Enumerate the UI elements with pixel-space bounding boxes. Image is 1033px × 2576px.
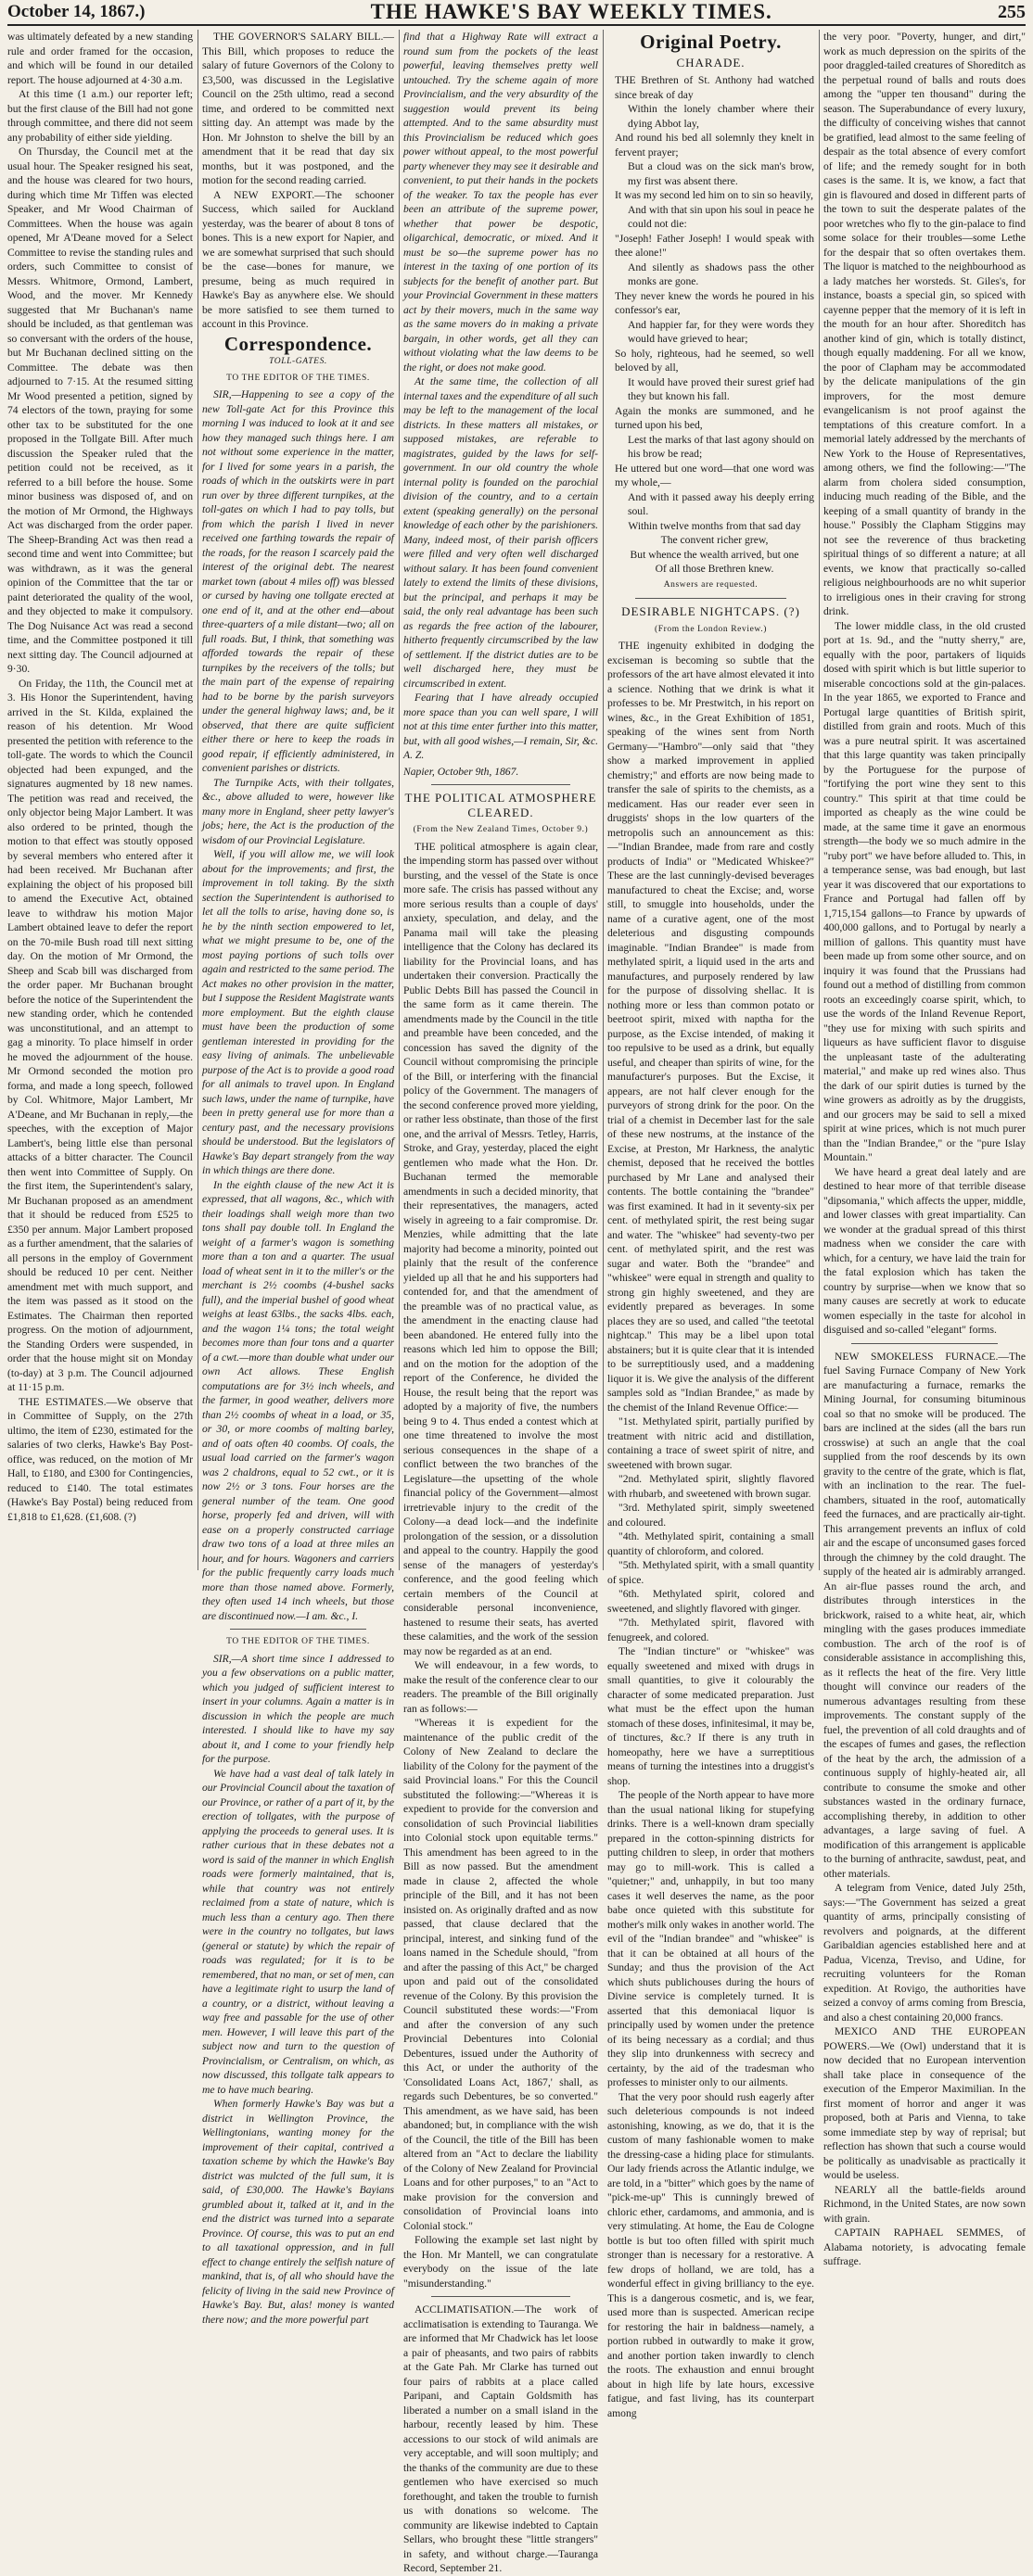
letter-addressee: TO THE EDITOR OF THE TIMES. [226, 373, 370, 383]
letter-paragraph: The Turnpike Acts, with their tollgates, &c., above alluded to were, however like many more in England, sheer petty lawyer's jobs; here, the Act is the production of the wisdom of our Provincial Legislature. [202, 776, 394, 846]
poem-line: Within the lonely chamber where their dying Abbot lay, [628, 103, 814, 130]
column-2 [202, 30, 394, 2326]
letter-paragraph: Fearing that I have already occupied more space than you can well spare, I will not at this time enter further into this matter, but, with all good wishes,—I remain, Sir, &c. A. Z. [403, 692, 598, 761]
letter-addressee: TO THE EDITOR OF THE TIMES. [226, 1637, 370, 1646]
paragraph: Following the example set last night by the Hon. Mr Mantell, we can congratulate everybody on the issue of the late "misunderstanding." [403, 2234, 598, 2290]
paragraph: "7th. Methylated spirit, flavored with fenugreek, and colored. [607, 1617, 814, 1643]
column-rule [819, 30, 820, 1570]
poem [607, 73, 814, 577]
column-rule [603, 30, 604, 1570]
poem-line: "Joseph! Father Joseph! I would speak with thee alone!" [615, 232, 814, 259]
poem-line: And with that sin upon his soul in peace he could not die: [628, 203, 814, 230]
poem-line: And with it passed away his deeply erring soul. [628, 490, 814, 517]
poem-title: CHARADE. [676, 55, 746, 70]
column-3 [403, 30, 598, 2574]
masthead [7, 0, 1026, 26]
poem-line: THE Brethren of St. Anthony had watched since break of day [615, 74, 814, 101]
divider [851, 1343, 998, 1344]
divider [635, 598, 786, 599]
paragraph: "3rd. Methylated spirit, simply sweetened and coloured. [607, 1502, 814, 1529]
column-4 [607, 30, 814, 2419]
paragraph: "6th. Methylated spirit, colored and sweetened, and slightly flavored with ginger. [607, 1588, 814, 1615]
paragraph: The people of the North appear to have more than the usual national liking for stupefying drinks. There is a well-known dram specially prepared in the cotton-spinning districts for putting children to sleep, in order that mothers may go to mill-work. This is called a "quietner;" and, unhappily, in but too many cases it well deserves the name, as the poor babe once quieted with this substitute for mother's milk only wakes in another world. The evil of the "Indian brandee" and "whiskee" is that it can be obtained at all hours of the Sunday; and thus the provision of the Act which shuts publichouses during the hours of Divine service is completely turned. It is asserted that this demoniacal liquor is principally used by women under the pretence of its being necessary as a cordial; and thus they slip into drunkenness with secrecy and certainty, by the aid of the tradesman who professes to minister only to our ailments. [607, 1789, 814, 2088]
poem-line: It would have proved their surest grief had they but known his fall. [628, 375, 814, 402]
letter-paragraph: At the same time, the collection of all internal taxes and the expenditure of all such may be left to the management of the local districts. In these matters all mistakes, or supposed mistakes, are referable to magistrates, guided by the laws for self-government. In our old country the whole internal polity is founded on the parochial division of the country, and to a certain extent (speaking generally) on the personal knowledge of each other by the parishioners. Many, indeed most, of their parish officers were filled and very often well discharged without salary. It has been found convenient lately to extend the limits of these divisions, but the principal, and perhaps it may be said, the only real advantage has been such as regards the free action of the labourer, hitherto frequently circumscribed by the law of settlement. If the district duties are to be well discharged here, they must be circumscribed in extent. [403, 375, 598, 690]
paragraph: On Thursday, the Council met at the usual hour. The Speaker resigned his seat, and the house was cleared for two hours, during which time Mr Tiffen was elected Speaker, and Mr Wood Chairman of Committees. When the house was again opened, Mr A'Deane moved for a Select Committee to revise the standing rules and orders, such Committee to consist of Messrs. Whitmore, Ormond, Lambert, Wood, and the mover. Mr Kennedy suggested that Mr Buchanan's name should be included, as that gentleman was so conversant with the orders of the house, but Mr Buchanan declined sitting on the Committee. The debate was then adjourned to 7·15. At the resumed sitting Mr Wood presented a petition, signed by 74 electors of the town, praying for some other tax to be substituted for the one proposed in the Tollgate Bill. After much discussion the Speaker ruled that the petition could not be received, as it referred to a bill before the house. Some minor business was disposed of, and on the motion of Mr Ormond, the Highways Act was discharged from the order paper. The Sheep-Branding Act was then read a second time and went into Committee; but was withdrawn, as it was the general opinion of the Committee that the tar or paint deteriorated the quality of the wool, and they objected to make it compulsory. The Dog Nuisance Act was read a second time, and the Committee postponed it till next sitting day. The Council adjourned at 9·30. [7, 146, 193, 675]
paragraph: THE ESTIMATES.—We observe that in Committee of Supply, on the 27th ultimo, the item of £230, estimated for the salaries of two clerks, Hawke's Bay Post-office, was reduced, on the motion of Mr Hall, to £180, and £300 for Contingencies, reduced to £140. The total estimates (Hawke's Bay Postal) being reduced from £1,818 to £1,628. (£1,608. (?) [7, 1395, 193, 1523]
paragraph: "1st. Methylated spirit, partially purified by treatment with nitric acid and distillation, containing a trace of sweet spirit of nitre, and sweetened with brown sugar. [607, 1415, 814, 1471]
divider [230, 1629, 366, 1630]
paragraph: On Friday, the 11th, the Council met at 3. His Honor the Superintendent, having arrived in the St. Kilda, explained the reason of his detention. Mr Wood presented the petition with reference to the toll-gate. The words to which the Council objected had been expunged, and the signatures augmented by 18 new names. The petition was read and received, the only objector being Major Lambert. It was also ordered to be printed, though the motion to that effect was stoutly opposed by several members who entered after it had been received. Mr Buchanan after explaining the object of his proposed bill to amend the Executive Act, obtained leave to withdraw his motion Major Lambert obtained leave to defer the report on the 70-mile Bush road till next sitting day. On the motion of Mr Ormond, the Sheep and Scab bill was discharged from the order paper. Mr Buchanan brought before the notice of the Superintendent the new standing order, which he contended was unconstitutional, and an attempt to gag a minority. To place himself in order he moved the adjournment of the house. Mr Ormond seconded the motion pro forma, and made a long speech, followed by Col. Whitmore, Major Lambert, Mr A'Deane, and Mr Buchanan in reply,—the speeches, with the exception of Major Lambert's, being little else than personal attacks of a bitter character. The Council then went into Committee of Supply. On the first item, the Superintendent's salary, Mr Buchanan proposed as an amendment that it should be reduced from £525 to £350 per annum. Major Lambert proposed as a further amendment, that the salaries of all persons in the employ of Government should be reduced 10 per cent. Neither amendment met with much support, and the item was passed as it stood on the Estimates. The Chairman then reported progress. On the motion of adjournment, the Standing Orders were suspended, in order that the house might sit on Monday (to-day) at 3 p.m. The Council adjourned at 11·15 p.m. [7, 677, 193, 1393]
letter-paragraph: We have had a vast deal of talk lately in our Provincial Council about the taxation of our Province, or rather of a part of it, by the erection of tollgates, with the purpose of applying the proceeds to general uses. It is rather curious that in these debates not a word is said of the manner in which English roads were formerly maintained, that is, while that country was not entirely reclaimed from a state of nature, which is much less than a century ago. Then there were in the country no tollgates, but laws (general or statute) by which the repair of roads was regulated; for it is to be remembered, that no man, or set of men, can have a legitimate right to usurp the land of a country, or a district, without leaving a way free and passable for the use of other men. However, I will leave this part of the subject now and turn to the question of Provincialism, or Centralism, on which, as now discussed, this tollgate talk appears to me to have much bearing. [202, 1767, 394, 2096]
paragraph: ACCLIMATISATION.—The work of acclimatisation is extending to Tauranga. We are informed that Mr Chadwick has let loose a pair of pheasants, and two pairs of rabbits at the Gate Pah. Mr Clarke has turned out four pairs of rabbits at a place called Paripani, and Captain Goldsmith has liberated a number on a small island in the harbour, recently leased by him. These accessions to our stock of wild animals are very acceptable, and will soon multiply; and the thanks of the community are due to these gentlemen who have exercised so much forethought, and taken the trouble to furnish us with donations so welcome. The community are likewise indebted to Captain Sellars, who brought these "little strangers" in safety, and without charge.—Tauranga Record, September 21. [403, 2303, 598, 2574]
poem-line: So holy, righteous, had he seemed, so well beloved by all, [615, 347, 814, 374]
poem-line: And happier far, for they were words they would have grieved to hear; [628, 318, 814, 345]
article-title: DESIRABLE NIGHTCAPS. (?) [621, 604, 800, 618]
letter-paragraph: SIR,—A short time since I addressed to you a few observations on a public matter, which you judged of sufficient interest to insert in your columns. Again a matter is in discussion in which the people are much interested. I should like to have my say about it, and I come to your friendly help for the purpose. [202, 1652, 394, 1765]
section-heading: Original Poetry. [640, 31, 782, 53]
article-title: THE POLITICAL ATMOSPHERE CLEARED. [404, 791, 597, 819]
page-number: 255 [997, 1, 1026, 22]
poem-line: But a cloud was on the sick man's brow, my first was absent there. [628, 160, 814, 187]
poem-line: Lest the marks of that last agony should on his brow be read; [628, 433, 814, 460]
paragraph: MEXICO AND THE EUROPEAN POWERS.—We (Owl) understand that it is now decided that no European intervention shall take place in consequence of the execution of the Emperor Maximilian. In the first moment of horror and anger it was proposed, both at Paris and Vienna, to take some immediate step by way of reprisal; but reflection has shown that such a course would be politically as unadvisable as practically it would be useless. [823, 2025, 1026, 2181]
paragraph: was ultimately defeated by a new standing rule and order framed for the occasion, and which will be found in our detailed report. The house adjourned at 4·30 a.m. [7, 31, 193, 86]
paragraph: THE GOVERNOR'S SALARY BILL.—This Bill, which proposes to reduce the salary of future Governors of the Colony to £3,500, was discussed in the Legislative Council on the 25th ultimo, read a second time, and ordered to be committed next sitting day. An attempt was made by the Hon. Mr Johnston to shelve the bill by an amendment that it be read that day six months, but it was postponed, and the motion for the second reading carried. [202, 31, 394, 186]
paragraph: "2nd. Methylated spirit, slightly flavored with rhubarb, and sweetened with brown sugar. [607, 1473, 814, 1500]
poem-line: The convent richer grew, [660, 534, 769, 546]
section-heading: Correspondence. [223, 332, 373, 355]
letter-paragraph: SIR,—Happening to see a copy of the new Toll-gate Act for this Province this morning I was induced to look at it and see how they managed such things here. I am not without some experience in the matter, for I lived for some years in a parish, the roads of which in the outskirts were in part run over by three different turnpikes, at the toll-gates on which I had to pay tolls, but from which the parish I lived in never received one farthing towards the repair of the roads, for the reason I scarcely paid the interest of the original debt. The nearest market town (about 4 miles off) was blessed or cursed by having one tollgate erected at one end of it, and at the other end—about three-quarters of a mile distant—two; all on full roads. But, I think, that something was afforded towards the repair of these turnpikes by the receivers of the tolls; but the main part of the expense of repairing had to be borne by the parish surveyors under the general highway laws; and, be it observed, that there are quite sufficient either there or here to keep the roads in good repair, if efficiently administered, in convenient parishes or districts. [202, 388, 394, 774]
paragraph: NEARLY all the battle-fields around Richmond, in the United States, are now sown with grain. [823, 2183, 1026, 2225]
paragraph: A telegram from Venice, dated July 25th, says:—"The Government has seized a great quantity of arms, principally consisting of revolvers and poignards, at the different Garibaldian agencies established here and at Padua, Vicenza, Treviso, and Udine, for recruiting volunteers for the Roman expedition. At Rovigo, the authorities have seized a convoy of arms coming from Brescia, and also a chest containing 20,000 francs. [823, 1882, 1026, 2024]
paragraph: NEW SMOKELESS FURNACE.—The fuel Saving Furnace Company of New York are manufacturing a furnace, remarks the Mining Journal, for consuming bituminous coal so that no smoke will be produced. The bars are inclined at the sides (all the bars run crosswise) at such an angle that the coal supplied from the roof descends by its own gravity to the centre of the grate, which is flat, with an inclination to the rear. The fuel-chambers, situated in the roof, automatically feed the furnaces, and are practically air-tight. This arrangement prevents an influx of cold air and the escape of unconsumed gases forced through the chimney by the cold draught. The supply of the heated air is admirably arranged. An air-flue passes round the arch, and distributes through interstices in the brickwork, raised to a white heat, air, which mingling with the gases produces immediate combustion. The arch of the roof is of considerable assistance in accomplishing this, as it reflects the heat of the fire. Very little thought will convince our readers of the numerous advantages resulting from these improvements. The constant supply of the fuel, the prevention of all cold draughts and of the escapes of fumes and gases, the reflection of the heat by the arch, the admission of a continuous supply of highly-heated air, all contribute to consume the smoke and other substances wasted in the ordinary furnace, accomplishing thereby, in addition to other advantages, a large saving of fuel. A modification of this arrangement is applicable to the burning of anthracite, sawdust, peat, and other materials. [823, 1350, 1026, 1880]
poem-line: And silently as shadows pass the other monks are gone. [628, 260, 814, 287]
paragraph: the very poor. "Poverty, hunger, and dirt," work as much depression on the spirits of the poor draggled-tailed creatures of Shoreditch as the perpetual round of balls and routs does among the "upper ten thousand" during the season. The Superabundance of every luxury, the difficulty of conceiving wishes that cannot be gratified, lead almost to the same feeling of despair as the total absence of every comfort of life; and the remedy sought for in both cases is the same. It is, we know, a fact that gin is flavoured and dosed in different parts of the town to suit the desperate palates of the poor wretches who fly to the gin-palace to find some solace for their troubles—some Lethe for the despair that so often overtakes them. The liquor is matched to the neighbourhood as a lady matches her worsteds. St. Giles's, for instance, boasts a special gin, so spiced with cayenne pepper that the memory of it is left in the mouth for an hour after. Shoreditch has another kind of gin, which is totally distinct, though equally maddening. For all we know, the poor of Clapham may be accommodated by the delicate manipulations of the gin improvers, for the most demure evangelicanism is not proof against the temptations of this creature comfort. In a memorial lately addressed by the merchants of New York to the House of Representatives, among others, we find the following:—"The alarm from cholera sided consumption, inducing much reading of the Bible, and the keeping of a small quantity of brandy in the house." Possibly the Clapham Stiggins may not see the reverence of thus bracketing spiritual things of so different a nature; at all events, we know that practically so-called religious neighbourhoods are no whit superior to irreligious ones in their craving for strong drink. [823, 31, 1026, 617]
paragraph: The lower middle class, in the old crusted port at 1s. 9d., and the "nutty sherry," are, equally with the poor, partakers of liquids dosed with spirit which is but little superior to miserable concoctions sold at the gin-palaces. In the year 1865, we exported to France and Portugal large quantities of British spirit, distilled from grain and roots. Much of this was a pure neutral spirit. It was ascertained that this large quantity was taken principally by the Portuguese for the purpose of "fortifying the port wine they sent to this country." This spirit at that time could be imported as cheaply as the wine could be made, at the same time it gave an enormous strength—the body we so much admire in the "ruby port" we have before alluded to. This, in a temperance sense, was bad enough, but last year it was discovered that our exportations to France and Portugal had fallen off by 1,715,154 gallons—to France by upwards of 400,000 gallons, and to Portugal by nearly a million of gallons. This quantity must have been made up from some other source, and on inquiry it was found that the Prussians had found out a method of distilling from common roots an exceedingly coarse spirit, which, to use the words of the Inland Revenue Report, "they use for mixing with such spirits and liqueurs as have sufficient flavor to disguise the unpleasant taste of the adulterating material," and make up red wines also. Thus the dark of our spirit duties is turned by the wine growers as adroitly as by the druggists, and our grocers may be said to sell a mixed spirit at wine prices, which is not much purer than the "Indian Brandee," or the "pure Islay Mountain." [823, 619, 1026, 1163]
poem-line: Within twelve months from that sad day [628, 519, 801, 532]
newspaper-title: THE HAWKE'S BAY WEEKLY TIMES. [370, 0, 772, 23]
paragraph: CAPTAIN RAPHAEL SEMMES, of Alabama notoriety, is advocating female suffrage. [823, 2227, 1026, 2267]
poem-line: They never knew the words he poured in his confessor's ear, [615, 289, 814, 316]
column-1 [7, 30, 193, 1570]
divider [431, 784, 570, 785]
letter-title: TOLL-GATES. [269, 357, 327, 366]
poem-note: Answers are requested. [663, 579, 759, 590]
poem-line: He uttered but one word—that one word was my whole,— [615, 462, 814, 489]
paragraph: A NEW EXPORT.—The schooner Success, which sailed for Auckland yesterday, was the bearer of about 8 tons of bones. This is a new export for Napier, and we are somewhat surprised that such should be the case—bones for manure, we presume, being as much required in Hawke's Bay as anywhere else. We should be more satisfied to see them turned to account in this Province. [202, 188, 394, 330]
paragraph: "Whereas it is expedient for the maintenance of the public credit of the Colony of New Zealand to declare the liability of the Colony for the payment of the said Provincial loans." For this the Council substituted the following:—"Whereas it is expedient to provide for the conversion and consolidation of such Provincial liabilities into Colonial stock upon equitable terms." This amendment has been agreed to in the Bill as now passed. But the amendment made in clause 2, affected the whole principle of the Bill, and it has not been insisted on. As originally drafted and as now passed, that clause declared that the principal, interest, and sinking fund of the loans named in the Schedule should, "from and after the passing of this Act," be charged upon and paid out of the consolidated revenue of the Colony. By this provision the Council substituted these words:—"From and after the conversion of any such Provincial Debentures into Colonial Debentures, issued under the Authority of this Act, or under the authority of the 'Consolidated Loans Act, 1867,' shall, as regards such Debentures, be so converted." This amendment, as we have said, has been abandoned; but, in compliance with the wish of the Council, the title of the Bill has been altered from an "Act to declare the liability of the Colony of New Zealand for Provincial Loans and for other purposes," to an "Act to make provision for the conversion and consolidation of Provincial loans into Colonial stock." [403, 1717, 598, 2232]
poem-line: Again the monks are summoned, and he turned upon his bed, [615, 404, 814, 431]
paragraph: That the very poor should rush eagerly after such deleterious compounds is not indeed astonishing, knowing, as we do, that it is the custom of many fashionable women to make the dressing-case a hiding place for stimulants. Our lady friends across the Atlantic indulge, we are told, in a "bitter" which goes by the name of "pick-me-up" This is cunningly brewed of chloric ether, cardamoms, and ammonia, and is very stimulating. At home, the Eau de Cologne bottle is but too often filled with spirit much stronger than is necessary for a restorative. A few drops of holland, we are told, has a wonderful effect in giving brilliancy to the eye. This is a dangerous cosmetic, and is, we fear, used more than is suspected. American recipe for restoring the hair in baldness—namely, a portion rubbed in outwardly to make it grow, and another portion taken inwardly to clench the roots. The exhaustion and ennui brought about in high life by late hours, excessive fatigue, and fast living, has its counterpart among [607, 2090, 814, 2419]
article-source: (From the New Zealand Times, October 9.) [413, 825, 589, 834]
column-rule [399, 30, 400, 1570]
paragraph: The "Indian tincture" or "whiskee" was equally sweetened and mixed with drugs in small quantities, to give it colourably the character of some medicated preparation. Just what must be the effect upon the human stomach of these doses, infinitesimal, it may be, of tinctures, &c.? If there is any truth in homeopathy, here we have a surreptitious means of turning the intestines into a druggist's shop. [607, 1645, 814, 1787]
paragraph: THE political atmosphere is again clear, the impending storm has passed over without bursting, and the vessel of the State is once more safe. The crisis has passed without any more serious results than a couple of days' anxiety, speculation, and delay, and the Panama mail will take the pleasing intelligence that the Colony has declared its liability for the Provincial loans, and has undertaken their conversion. Practically the Public Debts Bill has passed the Council in the same form as it came therein. The amendments made by the Council in the title and preamble have been conceded, and the concession has saved the dignity of the Council without compromising the principle of the Bill, or interfering with the financial policy of the Government. The managers of the second conference proved more yielding, or rather less obstinate, than those of the first one, and the arrival of Messrs. Tetley, Harris, Stroke, and Gray, yesterday, placed the eight gentlemen who made what the Hon. Dr. Buchanan termed the memorable amendments in such a decided minority, that their representatives, the managers, acted wisely in agreeing to a fair compromise. Dr. Menzies, while admitting that the late majority had become a minority, pointed out plainly that the result of the conference yielded up all that he and his supporters had contended for, and that the amendment of the preamble was of no practical value, as the amendment in the enacting clause had been abandoned. He entered fully into the reasons which led him to oppose the Bill; and on the motion for the adoption of the report of the Conference, he divided the House, the result being that the report was adopted by a majority of five, the numbers being 9 to 4. Thus ended a contest which at one time threatened to involve the most serious consequences in the shape of a conflict between the two branches of the Legislature—the upsetting of the whole financial policy of the Government—almost irretrievable injury to the credit of the Colony—a dead lock—and the indefinite prolongation of the session, or a dissolution and appeal to the country. Happily the good sense of the managers of yesterday's conference, and the good feeling which certain members of the Council at considerable personal inconvenience, hastened to resume their seats, has averted these calamities, and the work of the session may now be regarded as at an end. [403, 840, 598, 1657]
divider [431, 2296, 570, 2297]
column-5 [823, 30, 1026, 2267]
paragraph: At this time (1 a.m.) our reporter left; but the first clause of the Bill had not gone through committee, and there did not seem any probability of either side yielding. [7, 88, 193, 144]
poem-line: Of all those Brethren knew. [655, 563, 774, 575]
letter-paragraph: In the eighth clause of the new Act it is expressed, that all wagons, &c., which with their loadings shall weigh more than two tons shall pay double toll. In England the weight of a farmer's wagon is something more than a ton and a quarter. The usual load of wheat sent in it to the miller's or the merchant is 2½ coombs (4-bushel sacks full), and the imperial bushel of good wheat weighs at least 63lbs., the sacks 4lbs. each, and the wagon 1¼ tons; the total weight becomes more than four tons and a quarter of a cwt.—more than double what under our own Act allows. These English computations are for 3½ inch wheels, and the farmer, in good weather, delivers more than 2½ coombs of wheat in a load, or 35, or 30, or more coombs of malting barley, and of oats often 40 coombs. Of coals, the usual load carried on the farmer's wagon was 2 chaldrons, equal to 52 cwt., or it is now 2½ or 3 tons. Four horses are the general number of the team. One good horse, properly fed and driven, will with ease on a properly constructed carriage draw two tons of a load at three miles an hour, and for hours. Wagoners and carriers for the public frequently carry loads much more than those named above. Formerly, they often used 14 inch wheels, but those are discontinued now.—I am. &c., I. [202, 1178, 394, 1622]
poem-line: It was my second led him on to sin so heavily, [615, 189, 814, 201]
paragraph: "4th. Methylated spirit, containing a small quantity of chloroform, and colored. [607, 1530, 814, 1557]
poem-line: But whence the wealth arrived, but one [630, 548, 799, 561]
paragraph: THE ingenuity exhibited in dodging the exciseman is becoming so subtle that the professors of the art have almost elevated it into a science. Nothing that we drink is what it professes to be. Mr Prestwitch, in his report on wines, &c., in the Great Exhibition of 1851, speaking of the wines sent from North Germany—"Hambro"—only said that "they show a marked improvement in applied chemistry;" and efforts are now being made to transfer the sale of spirits to the chemists, as a medicament. Has our reader ever seen in druggists' shops in the low quarters of the metropolis such an announcement as this:—"Indian Brandee, made from rare and costly products of India" or "Medicated Whiskee?" These are the last cunningly-devised beverages manufactured to cheat the Excise; and, worse still, to smuggle into households, under the name of a curative agent, one of the most deleterious and disgusting compounds imaginable. "Indian Brandee" is made from methylated spirit, a liquid used in the arts and manufactures, and purposely rendered by law for the purpose of dissolving shellac. It is nothing more or less than common potato or beetroot spirit, mixed with naptha for the purpose, as the Excise intended, of making it too repulsive to be used as a drink, but equally useful, and cheaper than spirits of wine, for the manufacturer's purposes. But the Excise, it appears, are not half clever enough for the purveyors of strong drink for the poor. On the trial of a chemist in December last for the sale of these new nostrums, at the instance of the Excise, at Preston, Mr Harkness, the analytic chemist, deposed that he received the bottles purchased by Mr Lane and analysed their contents. The bottle containing the "brandee" was first examined. It had in it seventy-six per cent. of methylated spirit, the rest being sugar and water. The "whiskee" had seventy-two per cent. of methylated spirit, and the rest was sugar and water. Both the "brandee" and "whiskee" were equal in strength and quality to strong gin highly sweetened, and they are evidently prepared as beverages. In some places they are so used, and called "the teetotal nightcap." This may be a libel upon total abstainers; but it is quite clear that it is intended to be surreptitiously used, and a maddening liquor it is. We give the analysis of the different samples sold as "Indian Brandee," as made by the chemist of the Inland Revenue Office:— [607, 640, 814, 1414]
letter-paragraph: find that a Highway Rate will extract a round sum from the pockets of the least powerful, leaving themselves pretty well untouched. Try the scheme again of more Provincialism, and the very absurdity of the suggestion would prevent its being attempted. And to the same absurdity must this Provincialism be reduced which goes power without appeal, to the most powerful party whenever they may see it desirable and convenient, to put their hands in the pockets of the weaker. To tax the people has ever been an attribute of the supreme power, whether that power be despotic, oligarchical, democratic, or mixed. And it must be so—the supreme power has no interest in the taxing of one portion of its subjects for the benefit of another part. But your Provincial Government in these matters act by their movers, much in the same way as the same movers do in making a private bargain, in other words, get all they can without violating what the law deems to be the right, or does not make good. [403, 31, 598, 374]
letter-paragraph: When formerly Hawke's Bay was but a district in Wellington Province, the Wellingtonians, wanting money for the improvement of their capital, contrived a taxation scheme by which the Hawke's Bay district was mulcted of the full sum, it is said, of £30,000. The Hawke's Bayians grumbled about it, talked at it, and in the end the district was turned into a separate Province. Of course, this was to put an end to all taxational oppression, and in full effect to change entirely the selfish nature of mankind, that is, of all who should have the felicity of living in the said new Province of Hawke's Bay. But, alas! money is wanted there now; and the more powerful part [202, 2098, 394, 2326]
paragraph: We have heard a great deal lately and are destined to hear more of that terrible disease "dipsomania," which affects the upper, middle, and lower classes with great impartiality. Can we wonder at the gradual spread of this thirst madness when we consider the care with which, for a century, we have laid the train for the fatal explosion which has taken the country by surprise—when we know that so many causes are secretly at work to educate women especially in the taste for alcohol in disguised and so-called "elegant" forms. [823, 1165, 1026, 1336]
poem-line: And round his bed all solemnly they knelt in fervent prayer; [615, 132, 814, 159]
article-source: (From the London Review.) [655, 624, 767, 634]
letter-dateline: Napier, October 9th, 1867. [403, 765, 519, 778]
issue-date: October 14, 1867.) [7, 2, 146, 21]
letter-paragraph: Well, if you will allow me, we will look about for the improvements; and first, the improvement in toll taking. By the sixth section the Superintendent is authorised to let all the tolls to arise, having done so, is he by the ninth section empowered to let, what we might presume to be, one of the most paying portions of such tolls over again and restricted to the same period. The Act makes no other provision in the matter, but I suppose the Resident Magistrate wants more employment. But the eighth clause must have been the production of some gentleman interested in providing for the easy living of animals. The unbelievable purpose of the Act is to provide a good road for all animals to travel upon. In England such laws, under the name of turnpike, have been in pretty general use for more than a century past, and the necessary provisions should be understood. But the legislators of Hawke's Bay depart strangely from the way in which things are there done. [202, 848, 394, 1176]
paragraph: We will endeavour, in a few words, to make the result of the conference clear to our readers. The preamble of the Bill originally ran as follows:— [403, 1659, 598, 1715]
paragraph: "5th. Methylated spirit, with a small quantity of spice. [607, 1559, 814, 1586]
